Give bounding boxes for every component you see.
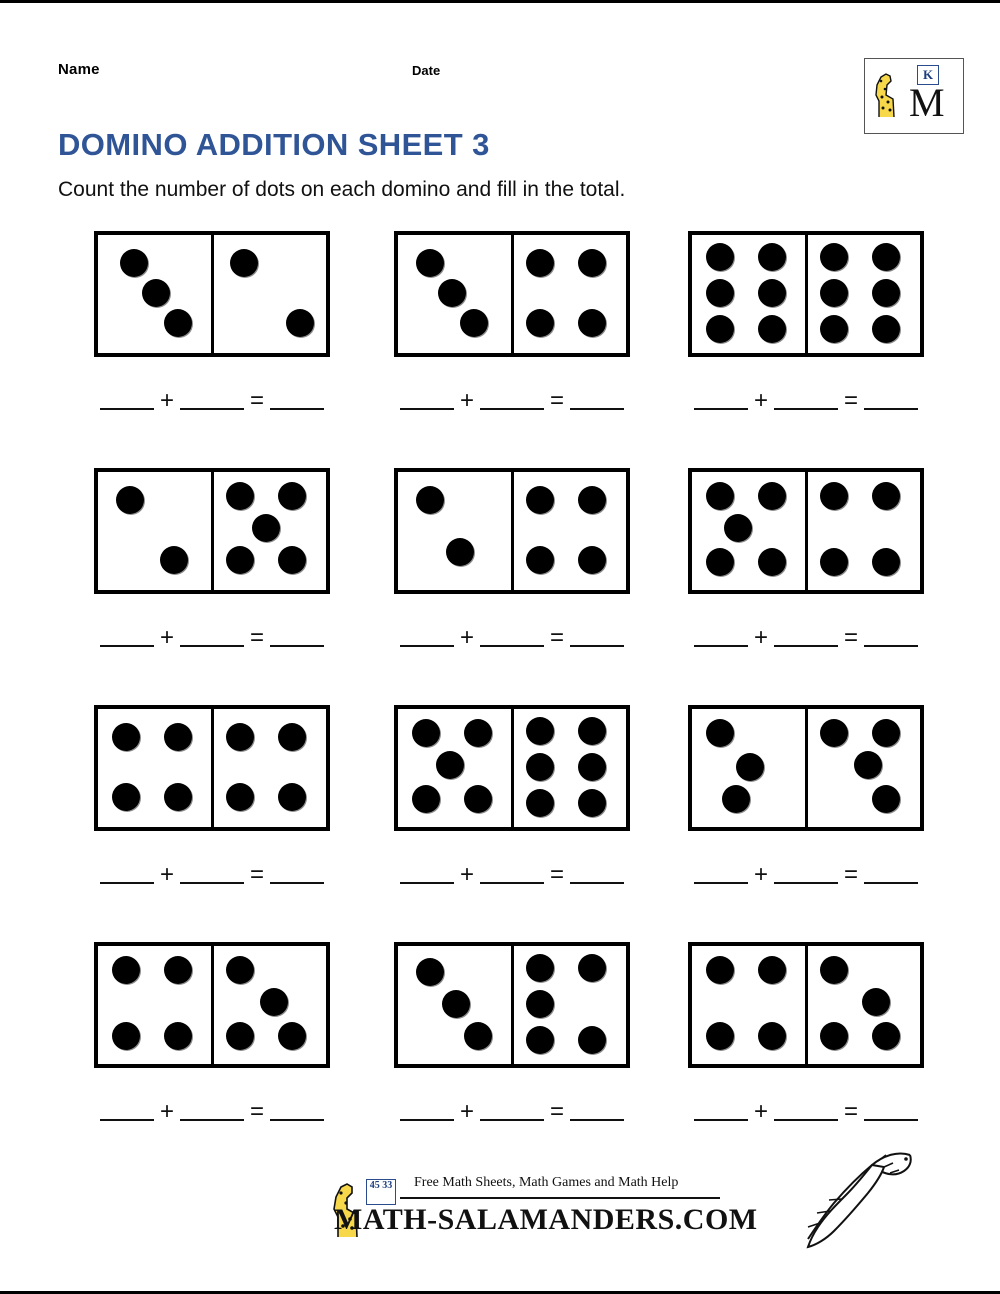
domino-problem (362, 468, 662, 658)
answer-equation (62, 387, 362, 421)
domino-problem (656, 468, 956, 658)
domino-half-right (806, 946, 920, 1064)
domino-half-right (512, 709, 626, 827)
answer-blank-left[interactable] (694, 627, 748, 647)
domino-tile (94, 705, 330, 831)
domino-half-left (98, 946, 212, 1064)
domino-pip (758, 482, 786, 510)
domino-pip (436, 751, 464, 779)
domino-pip (820, 719, 848, 747)
domino-pip (706, 1022, 734, 1050)
domino-pip (226, 546, 254, 574)
domino-grid (0, 231, 1000, 1179)
answer-blank-right[interactable] (480, 864, 544, 884)
domino-pip (526, 954, 554, 982)
domino-pip (226, 482, 254, 510)
domino-half-left (398, 472, 512, 590)
domino-pip (706, 315, 734, 343)
answer-blank-left[interactable] (400, 864, 454, 884)
worksheet-header (0, 61, 1000, 125)
domino-half-right (512, 235, 626, 353)
domino-half-right (212, 709, 326, 827)
domino-pip (820, 243, 848, 271)
domino-pip (872, 719, 900, 747)
domino-pip (578, 249, 606, 277)
domino-pip (142, 279, 170, 307)
answer-blank-total[interactable] (270, 1101, 324, 1121)
domino-pip (116, 486, 144, 514)
domino-pip (526, 546, 554, 574)
answer-equation (656, 861, 956, 895)
domino-tile (94, 468, 330, 594)
answer-equation (62, 624, 362, 658)
domino-pip (578, 954, 606, 982)
page-instructions: Count the number of dots on each domino and fill in the total. (58, 178, 626, 201)
domino-pip (120, 249, 148, 277)
domino-pip (820, 1022, 848, 1050)
equals-sign: = (844, 387, 859, 414)
equals-sign: = (250, 1098, 265, 1125)
domino-pip (164, 956, 192, 984)
answer-blank-right[interactable] (774, 627, 838, 647)
equals-sign: = (250, 861, 265, 888)
answer-blank-total[interactable] (270, 864, 324, 884)
domino-pip (278, 482, 306, 510)
domino-pip (706, 279, 734, 307)
plus-sign: + (159, 1098, 174, 1125)
domino-pip (446, 538, 474, 566)
domino-tile (688, 942, 924, 1068)
answer-blank-left[interactable] (100, 627, 154, 647)
domino-pip (230, 249, 258, 277)
domino-half-left (692, 235, 806, 353)
domino-half-left (692, 709, 806, 827)
domino-pip (464, 785, 492, 813)
domino-pip (252, 514, 280, 542)
domino-pip (820, 315, 848, 343)
plus-sign: + (459, 1098, 474, 1125)
answer-blank-right[interactable] (480, 1101, 544, 1121)
plus-sign: + (459, 624, 474, 651)
domino-half-right (212, 472, 326, 590)
domino-pip (438, 279, 466, 307)
equals-sign: = (844, 861, 859, 888)
answer-blank-left[interactable] (694, 864, 748, 884)
domino-pip (820, 548, 848, 576)
footer-site-name: MATH-SALAMANDERS.COM (334, 1203, 758, 1236)
answer-blank-total[interactable] (270, 390, 324, 410)
answer-equation (62, 861, 362, 895)
domino-pip (872, 243, 900, 271)
domino-pip (278, 1022, 306, 1050)
answer-blank-left[interactable] (400, 390, 454, 410)
footer-badge: 45 33 (366, 1179, 396, 1205)
domino-half-right (512, 472, 626, 590)
plus-sign: + (459, 387, 474, 414)
answer-blank-left[interactable] (100, 864, 154, 884)
domino-pip (278, 546, 306, 574)
domino-pip (706, 482, 734, 510)
domino-pip (526, 717, 554, 745)
domino-pip (706, 719, 734, 747)
answer-blank-total[interactable] (570, 864, 624, 884)
answer-blank-right[interactable] (774, 864, 838, 884)
domino-half-right (212, 946, 326, 1064)
domino-pip (758, 279, 786, 307)
answer-blank-left[interactable] (694, 1101, 748, 1121)
plus-sign: + (159, 387, 174, 414)
plus-sign: + (459, 861, 474, 888)
domino-pip (820, 279, 848, 307)
domino-pip (706, 548, 734, 576)
domino-problem (62, 705, 362, 895)
name-label: Name (58, 61, 100, 78)
domino-pip (758, 548, 786, 576)
domino-tile (394, 942, 630, 1068)
domino-pip (460, 309, 488, 337)
domino-half-right (212, 235, 326, 353)
domino-problem (62, 942, 362, 1132)
logo-box (864, 58, 964, 134)
answer-blank-left[interactable] (400, 627, 454, 647)
footer-rule (400, 1197, 720, 1199)
domino-pip (112, 723, 140, 751)
domino-half-left (398, 946, 512, 1064)
domino-pip (872, 548, 900, 576)
domino-problem (362, 705, 662, 895)
domino-pip (578, 546, 606, 574)
answer-blank-right[interactable] (180, 1101, 244, 1121)
page-title: DOMINO ADDITION SHEET 3 (58, 127, 490, 162)
answer-blank-total[interactable] (864, 390, 918, 410)
answer-blank-right[interactable] (180, 390, 244, 410)
worksheet-footer (0, 1145, 1000, 1265)
answer-blank-total[interactable] (570, 1101, 624, 1121)
domino-pip (286, 309, 314, 337)
domino-pip (578, 753, 606, 781)
domino-pip (226, 723, 254, 751)
domino-pip (416, 249, 444, 277)
answer-blank-total[interactable] (864, 864, 918, 884)
domino-problem (362, 942, 662, 1132)
domino-pip (226, 956, 254, 984)
answer-blank-right[interactable] (180, 627, 244, 647)
answer-equation (656, 387, 956, 421)
domino-half-right (806, 472, 920, 590)
domino-pip (112, 1022, 140, 1050)
answer-blank-right[interactable] (180, 864, 244, 884)
domino-pip (578, 309, 606, 337)
domino-pip (260, 988, 288, 1016)
domino-problem (62, 231, 362, 421)
domino-pip (872, 315, 900, 343)
salamander-icon (760, 1145, 930, 1255)
domino-pip (526, 753, 554, 781)
domino-half-left (692, 946, 806, 1064)
domino-pip (442, 990, 470, 1018)
domino-tile (394, 231, 630, 357)
domino-pip (464, 1022, 492, 1050)
domino-half-left (98, 709, 212, 827)
answer-blank-left[interactable] (100, 390, 154, 410)
plus-sign: + (753, 387, 768, 414)
domino-pip (872, 279, 900, 307)
domino-pip (412, 719, 440, 747)
answer-equation (362, 624, 662, 658)
domino-pip (164, 309, 192, 337)
domino-half-right (806, 709, 920, 827)
domino-pip (164, 783, 192, 811)
domino-pip (416, 486, 444, 514)
domino-pip (872, 785, 900, 813)
answer-equation (362, 861, 662, 895)
answer-blank-right[interactable] (774, 1101, 838, 1121)
domino-pip (758, 1022, 786, 1050)
domino-tile (394, 468, 630, 594)
domino-pip (412, 785, 440, 813)
answer-equation (362, 1098, 662, 1132)
domino-half-left (398, 235, 512, 353)
domino-half-left (98, 472, 212, 590)
answer-equation (656, 1098, 956, 1132)
domino-pip (872, 482, 900, 510)
domino-row (0, 231, 1000, 468)
giraffe-icon (873, 71, 899, 119)
answer-blank-left[interactable] (400, 1101, 454, 1121)
domino-pip (820, 482, 848, 510)
plus-sign: + (753, 1098, 768, 1125)
domino-row (0, 705, 1000, 942)
domino-problem (362, 231, 662, 421)
answer-equation (62, 1098, 362, 1132)
domino-pip (112, 783, 140, 811)
equals-sign: = (550, 624, 565, 651)
domino-problem (656, 942, 956, 1132)
domino-pip (526, 990, 554, 1018)
logo-m-letter: M (909, 80, 945, 125)
domino-row (0, 942, 1000, 1179)
domino-half-left (398, 709, 512, 827)
answer-equation (656, 624, 956, 658)
answer-blank-total[interactable] (570, 627, 624, 647)
footer-tagline: Free Math Sheets, Math Games and Math Help (414, 1175, 679, 1190)
logo-grade-letter: K (917, 65, 939, 85)
domino-pip (724, 514, 752, 542)
plus-sign: + (159, 861, 174, 888)
domino-half-left (692, 472, 806, 590)
equals-sign: = (550, 1098, 565, 1125)
domino-tile (94, 231, 330, 357)
domino-problem (656, 231, 956, 421)
domino-tile (688, 231, 924, 357)
domino-pip (464, 719, 492, 747)
date-label: Date (412, 63, 441, 78)
domino-tile (94, 942, 330, 1068)
domino-pip (578, 1026, 606, 1054)
domino-pip (758, 315, 786, 343)
domino-pip (862, 988, 890, 1016)
domino-pip (578, 789, 606, 817)
domino-pip (854, 751, 882, 779)
domino-pip (578, 486, 606, 514)
answer-blank-right[interactable] (480, 627, 544, 647)
answer-blank-total[interactable] (270, 627, 324, 647)
domino-pip (164, 723, 192, 751)
answer-equation (362, 387, 662, 421)
domino-pip (416, 958, 444, 986)
domino-pip (820, 956, 848, 984)
domino-pip (872, 1022, 900, 1050)
domino-pip (722, 785, 750, 813)
equals-sign: = (250, 624, 265, 651)
domino-pip (736, 753, 764, 781)
domino-half-left (98, 235, 212, 353)
domino-half-right (512, 946, 626, 1064)
domino-pip (164, 1022, 192, 1050)
answer-blank-right[interactable] (774, 390, 838, 410)
domino-pip (526, 486, 554, 514)
domino-pip (578, 717, 606, 745)
answer-blank-left[interactable] (694, 390, 748, 410)
answer-blank-total[interactable] (864, 1101, 918, 1121)
domino-tile (394, 705, 630, 831)
domino-pip (160, 546, 188, 574)
equals-sign: = (250, 387, 265, 414)
equals-sign: = (844, 624, 859, 651)
domino-tile (688, 468, 924, 594)
domino-pip (758, 243, 786, 271)
equals-sign: = (550, 387, 565, 414)
domino-pip (278, 783, 306, 811)
domino-problem (62, 468, 362, 658)
domino-pip (758, 956, 786, 984)
domino-row (0, 468, 1000, 705)
answer-blank-left[interactable] (100, 1101, 154, 1121)
domino-pip (278, 723, 306, 751)
domino-pip (226, 783, 254, 811)
domino-pip (112, 956, 140, 984)
equals-sign: = (550, 861, 565, 888)
domino-pip (526, 249, 554, 277)
domino-problem (656, 705, 956, 895)
domino-pip (526, 309, 554, 337)
domino-half-right (806, 235, 920, 353)
domino-pip (526, 1026, 554, 1054)
plus-sign: + (753, 624, 768, 651)
domino-pip (706, 243, 734, 271)
domino-tile (688, 705, 924, 831)
equals-sign: = (844, 1098, 859, 1125)
answer-blank-total[interactable] (864, 627, 918, 647)
plus-sign: + (159, 624, 174, 651)
domino-pip (526, 789, 554, 817)
answer-blank-right[interactable] (480, 390, 544, 410)
answer-blank-total[interactable] (570, 390, 624, 410)
domino-pip (226, 1022, 254, 1050)
plus-sign: + (753, 861, 768, 888)
domino-pip (706, 956, 734, 984)
